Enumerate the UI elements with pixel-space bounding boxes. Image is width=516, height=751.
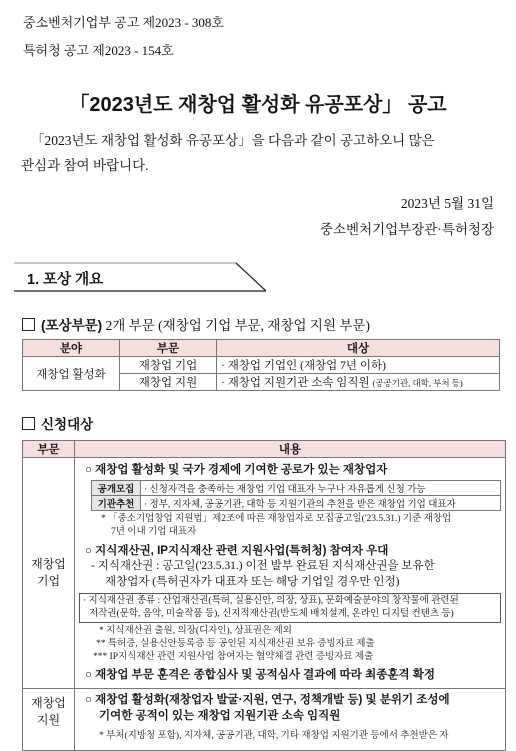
eligibility-heading-line [22,413,93,433]
table-row [92,496,501,511]
footnote-line: * 「중소기업창업 지원법」제2조에 따른 재창업자로 모집공고일('23.5.31.) 기준 재창업 [101,514,452,524]
award-target-note: (공공기관, 대학, 부처 등) [372,378,463,388]
issuer: 중소벤처기업부장관·특허청장 [319,222,494,237]
support-line: ○ 재창업 활성화(재창업자 발굴·지원, 연구, 정책개발 등) 및 분위기 조성에 [85,694,450,706]
award-heading: (포상부문) [41,318,103,333]
company-sub-1 [79,558,501,590]
support-footnote: * 부처(지방청 포함), 지자체, 공공기관, 대학, 기타 재창업 지원기관 등에서 추천받은 자 [99,731,449,741]
award-table [22,339,500,391]
footnote-line: *** IP지식재산 관련 지원사업 참여자는 협약체결 관련 증빙자료 제출 [93,652,374,662]
company-item-3: ○ 재창업 부문 훈격은 종합심사 및 공적심사 결과에 따라 최종훈격 확정 [85,669,435,681]
support-content-cell [75,689,506,751]
eligibility-header-content: 내용 [75,441,506,458]
award-target-cell [217,374,500,391]
company-footnotes [79,625,501,664]
section-1-title: 1. 포상 개요 [27,272,104,288]
footnote-line: ** 특허증, 실용신안등록증 등 공인된 지식재산권 보유 증빙자료 제출 [96,639,375,649]
support-division-cell [23,689,75,751]
table-row [92,481,501,496]
award-target-text: · 재창업 지원기관 소속 임직원 [221,377,370,389]
award-target-cell [217,357,500,374]
company-footnote-1 [79,513,501,539]
ip-type-box [79,593,501,623]
sub-line: - 지식재산권 : 공고일('23.5.31.) 이전 발부 완료된 지식재산권을 보유한 [91,560,435,572]
award-division-cell: 재창업 지원 [120,374,217,391]
award-division-cell: 재창업 기업 [120,357,217,374]
award-header-division: 부문 [120,340,217,357]
notice-date: 2023년 5월 31일 [400,196,494,211]
intro-paragraph [21,128,501,178]
award-target-text: · 재창업 기업인 (재창업 7년 이하) [221,360,386,372]
award-header-field: 분야 [23,340,120,357]
table-row [23,689,506,751]
support-label-line-1: 재창업 [31,696,66,710]
page-title: 「2023년도 재창업 활성화 유공포상」 공고 [69,94,447,116]
notice-number-mss: 중소벤처기업부 공고 제2023 - 308호 [23,15,224,30]
section-1-header [14,262,266,292]
company-item-1: ○ 재창업 활성화 및 국가 경제에 기여한 공로가 있는 재창업자 [85,464,388,476]
company-item-2: ○ 지식재산권, IP지식재산 관련 지원사업(특허청) 참여자 우대 [85,545,389,557]
award-text: 2개 부문 (재창업 기업 부문, 재창업 지원 부문) [105,318,370,333]
ip-box-line: 저작권(문학, 음악, 미술작품 등), 신지적재산권(반도체 배치설계, 온라인 디지털 컨텐츠 등) [89,609,454,619]
support-label-line-2: 지원 [36,713,61,727]
award-field-cell: 재창업 활성화 [23,357,120,391]
checkbox-square-icon [22,417,35,430]
method-text: · 정부, 지자체, 공공기관, 대학 등 지원기관의 추천을 받은 재창업 기업 대표자 [141,496,501,511]
footnote-line: * 지식재산권 출원, 의장(디자인), 상표권은 제외 [99,626,292,636]
table-row [23,458,506,689]
method-text: · 신청자격을 충족하는 재창업 기업 대표자 누구나 자유롭게 신청 가능 [141,481,501,496]
support-item-1 [79,692,501,724]
method-label: 공개모집 [92,481,141,496]
table-row [23,357,500,374]
intro-line-1: 「2023년도 재창업 활성화 유공포상」을 다음과 같이 공고하오니 많은 [31,133,435,148]
company-label-line-1: 재창업 [31,557,66,571]
checkbox-square-icon [22,318,35,331]
company-label-line-2: 기업 [36,574,61,588]
footnote-line: 7년 이내 기업 대표자 [111,527,197,537]
company-method-table [91,480,501,511]
method-label: 기관추천 [92,496,141,511]
notice-number-kipo: 특허청 공고 제2023 - 154호 [23,43,174,58]
company-content-cell [75,458,506,689]
eligibility-header-division: 부문 [23,441,75,458]
company-division-cell [23,458,75,689]
ip-box-line: · 지식재산권 종류 : 산업재산권(특허, 실용신안, 의장, 상표), 문화예술분야의 창작물에 관련된 [83,596,459,606]
support-line: 기여한 공적이 있는 재창업 지원기관 소속 임직원 [99,710,341,722]
eligibility-heading: 신청대상 [41,417,94,432]
eligibility-table [22,440,506,751]
award-header-target: 대상 [217,340,500,357]
award-category-line [22,314,370,334]
sub-line: 재창업자 (특허권자가 대표자 또는 해당 기업일 경우만 인정) [105,576,400,588]
intro-line-2: 관심과 참여 바랍니다. [21,158,149,173]
